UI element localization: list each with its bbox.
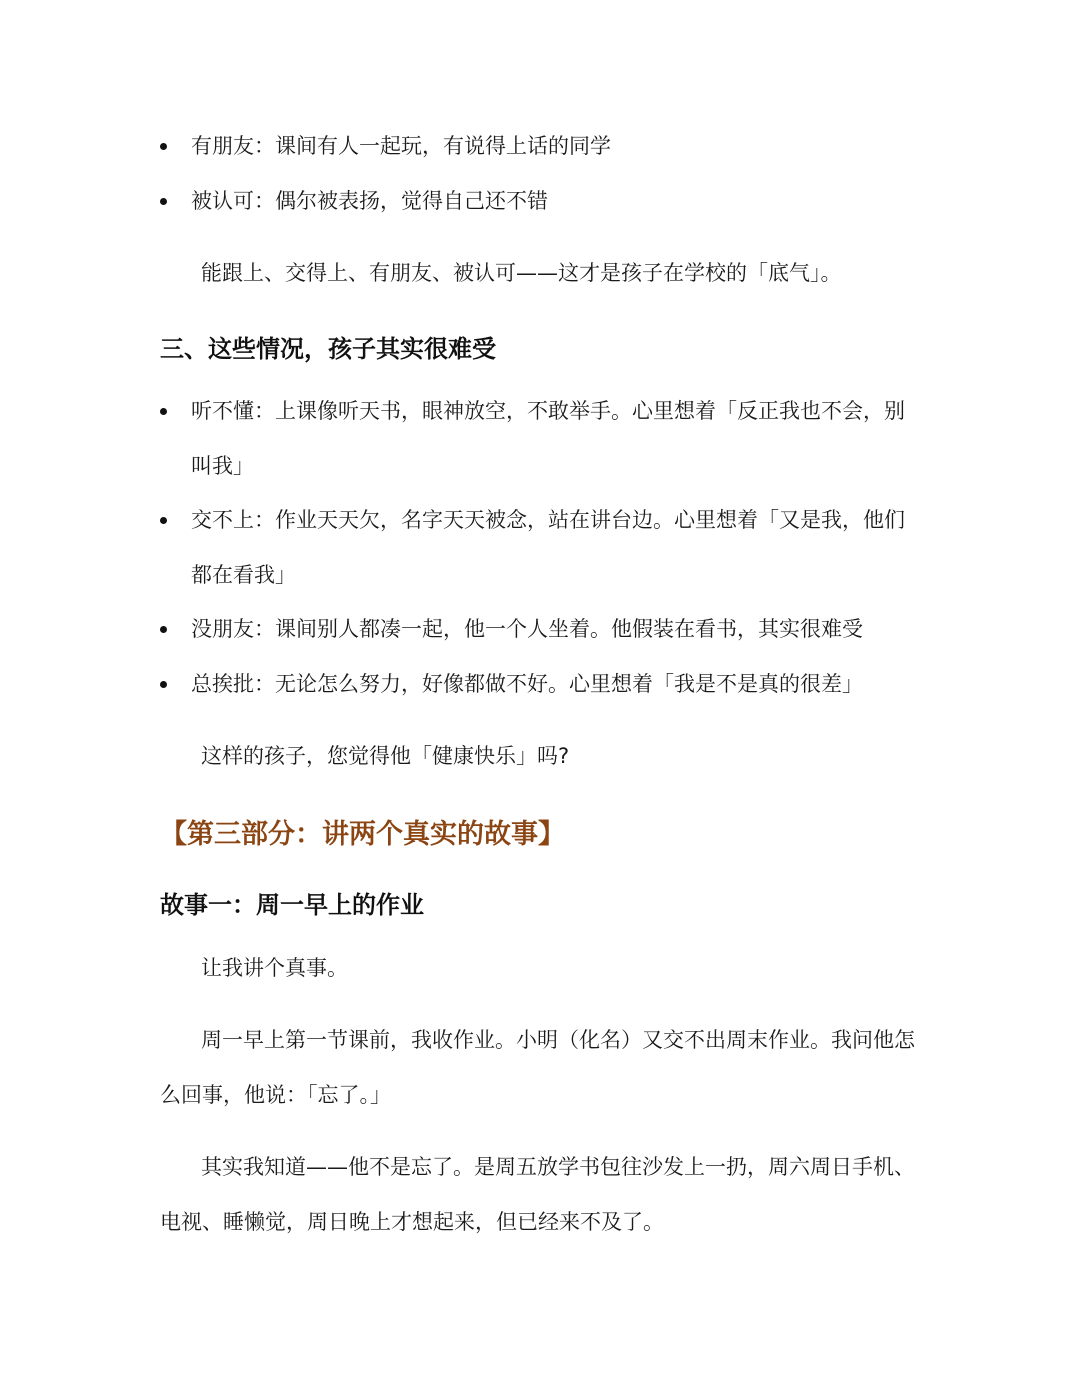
list-item-text: 被认可：偶尔被表扬，觉得自己还不错 [191, 189, 548, 213]
list-item [160, 384, 940, 494]
list-item [160, 657, 940, 712]
section-heading: 三、这些情况，孩子其实很难受 [160, 335, 496, 363]
list-item [160, 119, 940, 174]
summary-paragraph: 能跟上、交得上、有朋友、被认可——这才是孩子在学校的「底气」。 [201, 261, 842, 285]
list-item-text: 有朋友：课间有人一起玩，有说得上话的同学 [191, 134, 611, 158]
list-item-text: 交不上：作业天天欠，名字天天被念，站在讲台边。心里想着「又是我，他们都在看我」 [191, 508, 905, 587]
closing-question: 这样的孩子，您觉得他「健康快乐」吗? [201, 744, 570, 768]
bullet-icon [160, 408, 167, 415]
bullet-icon [160, 626, 167, 633]
list-item-text: 总挨批：无论怎么努力，好像都做不好。心里想着「我是不是真的很差」 [191, 672, 863, 696]
list-item-text: 听不懂：上课像听天书，眼神放空，不敢举手。心里想着「反正我也不会，别叫我」 [191, 399, 905, 478]
bullet-icon [160, 517, 167, 524]
story-paragraph: 其实我知道——他不是忘了。是周五放学书包往沙发上一扔，周六周日手机、电视、睡懒觉，周日晚上才想起来，但已经来不及了。 [160, 1155, 915, 1234]
list-item [160, 174, 940, 229]
list-item-text: 没朋友：课间别人都凑一起，他一个人坐着。他假装在看书，其实很难受 [191, 617, 863, 641]
bullet-icon [160, 143, 167, 150]
list-item [160, 602, 940, 657]
bullet-icon [160, 681, 167, 688]
story-title: 故事一：周一早上的作业 [160, 891, 424, 919]
bullet-icon [160, 198, 167, 205]
story-paragraph: 让我讲个真事。 [201, 956, 348, 980]
part-title: 【第三部分：讲两个真实的故事】 [160, 819, 565, 850]
list-item [160, 493, 940, 603]
story-paragraph: 周一早上第一节课前，我收作业。小明（化名）又交不出周末作业。我问他怎么回事，他说：「忘了。」 [160, 1028, 915, 1107]
